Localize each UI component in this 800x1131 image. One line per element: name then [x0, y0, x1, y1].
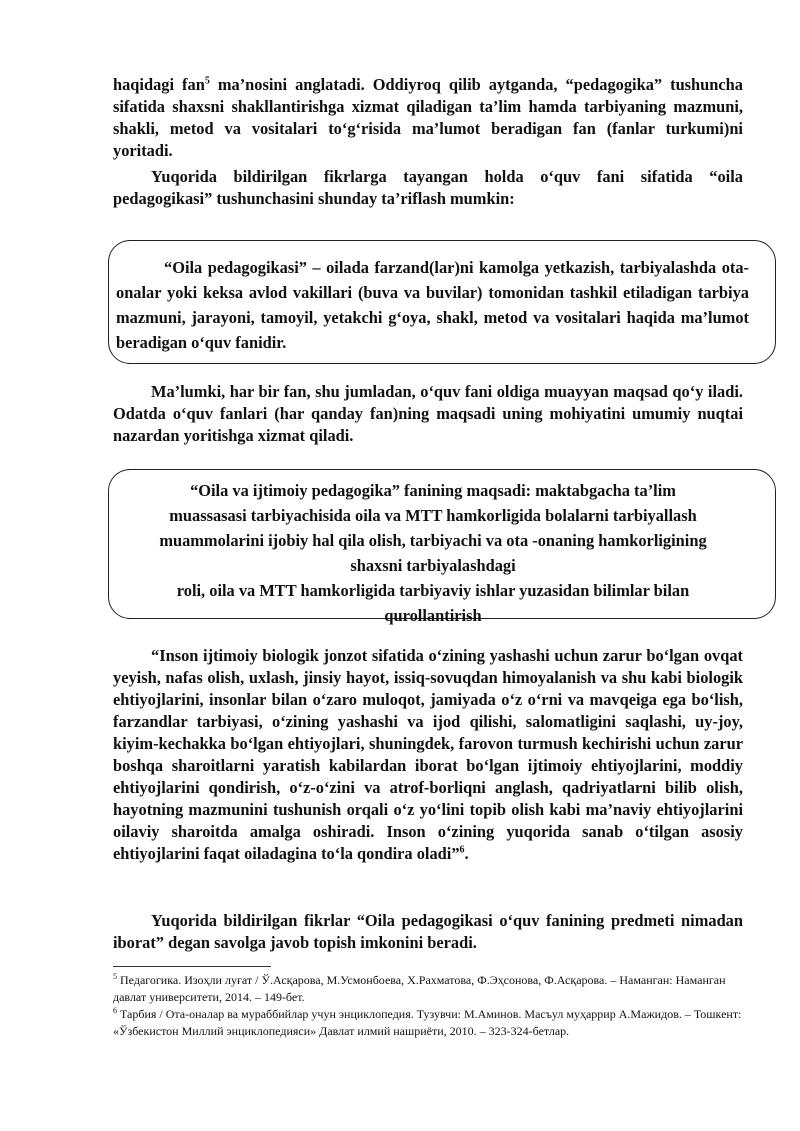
footnote-separator: [113, 966, 271, 967]
footnote-6-text: Тарбия / Ота-оналар ва мураббийлар учун энциклопедия. Тузувчи: М.Аминов. Масъул муҳаррир А.Мажидов. – Тошкент: «Ўзбекистон Миллий энциклопедияси» Давлат илмий нашриёти, 2010. – 323-324-бетлар.: [113, 1007, 742, 1038]
definition-box: [108, 240, 776, 364]
footnote-6: [113, 1006, 743, 1040]
paragraph-intro: [113, 74, 743, 162]
paragraph-intro-start: haqidagi fan: [113, 75, 205, 94]
goal-line-1: “Oila va ijtimoiy pedagogika” fanining maqsadi: maktabgacha ta’lim: [190, 481, 676, 500]
footnote-5: [113, 972, 743, 1006]
goal-box: [108, 469, 776, 625]
paragraph-subject-goal: Ma’lumki, har bir fan, shu jumladan, o‘quv fani oldiga muayyan maqsad qo‘y iladi. Odatda o‘quv fanlari (har qanday fan)ning maqsadi uning mohiyatini umumiy nuqtai nazardan yoritishga xizmat qiladi.: [113, 382, 743, 445]
quote-end: .: [464, 844, 469, 863]
footnote-5-number: 5: [113, 972, 117, 981]
goal-text: [115, 478, 751, 628]
goal-line-6: qurollantirish: [384, 606, 482, 625]
definition-text: “Oila pedagogikasi” – oilada farzand(lar)ni kamolga yetkazish, tarbiyalashda ota-onalar yoki keksa avlod vakillari (buva va buvilar) tomonidan tashkil etiladigan tarbiya mazmuni, jarayoni, tamoyil, yetakchi g‘oya, shakl, metod va vositalari haqida ma’lumot beradigan o‘quv fanidir.: [116, 258, 749, 352]
goal-line-3: muammolarini ijobiy hal qila olish, tarbiyachi va ota -onaning hamkorligining: [159, 531, 707, 550]
paragraph-human-needs-quote: [113, 645, 743, 865]
goal-line-5: roli, oila va MTT hamkorligida tarbiyaviy ishlar yuzasidan bilimlar bilan: [176, 581, 690, 600]
footnote-5-text: Педагогика. Изоҳли луғат / Ў.Асқарова, М.Усмонбоева, Х.Рахматова, Ф.Эҳсонова, Ф.Асқарова. – Наманган: Наманган давлат университети, 2014. – 149-бет.: [113, 973, 726, 1004]
footnote-ref-6[interactable]: 6: [459, 844, 465, 856]
quote-text: “Inson ijtimoiy biologik jonzot sifatida o‘zining yashashi uchun zarur bo‘lgan ovqat yeyish, nafas olish, uxlash, jinsiy hayot, issiq-sovuqdan himoyalanish va shu kabi biologik ehtiyojlarini, insonlar bilan o‘zaro muloqot, jamiyada o‘z o‘rni va mavqeiga ega bo‘lish, farzandlar tarbiyasi, o‘zining yashashi va ijod qilishi, salomatligini saqlashi, uy-joy, kiyim-kechakka bo‘lgan ehtiyojlari, shuningdek, farovon turmush kechirishi uchun zarur boshqa sharoitlarni yaratish kabilardan iborat bo‘lgan ijtimoiy ehtiyojlarini, moddiy ehtiyojlarini qondirish, o‘z-o‘zini va atrof-borliqni anglash, qadriyatlarni bilib olish, hayotning mazmunini tushunish orqali o‘z yo‘lini topib olish kabi ma’naviy ehtiyojlarini oilaviy sharoitda amalga oshiradi. Inson o‘zining yuqorida sanab o‘tilgan asosiy ehtiyojlarini faqat oiladagina to‘la qondira oladi”: [113, 646, 743, 863]
goal-line-4: shaxsni tarbiyalashdagi: [350, 556, 516, 575]
paragraph-conclusion: Yuqorida bildirilgan fikrlar “Oila pedagogikasi o‘quv fanining predmeti nimadan iborat” degan savolga javob topish imkonini beradi.: [113, 911, 743, 952]
footnote-ref-5[interactable]: 5: [204, 75, 210, 87]
paragraph-intro-rest: ma’nosini anglatadi. Oddiyroq qilib aytganda, “pedagogika” tushuncha sifatida shaxsni shakllantirishga xizmat qiladigan ta’lim hamda tarbiyaning mazmuni, shakli, metod va vositalari to‘g‘risida ma’lumot beradigan fan (fanlar turkumi)ni yoritadi.: [113, 75, 743, 160]
footnote-6-number: 6: [113, 1006, 117, 1015]
paragraph-definition-lead: Yuqorida bildirilgan fikrlarga tayangan holda o‘quv fani sifatida “oila pedagogikasi” tushunchasini shunday ta’riflash mumkin:: [113, 167, 743, 208]
goal-line-2: muassasasi tarbiyachisida oila va MTT hamkorligida bolalarni tarbiyallash: [169, 506, 697, 525]
